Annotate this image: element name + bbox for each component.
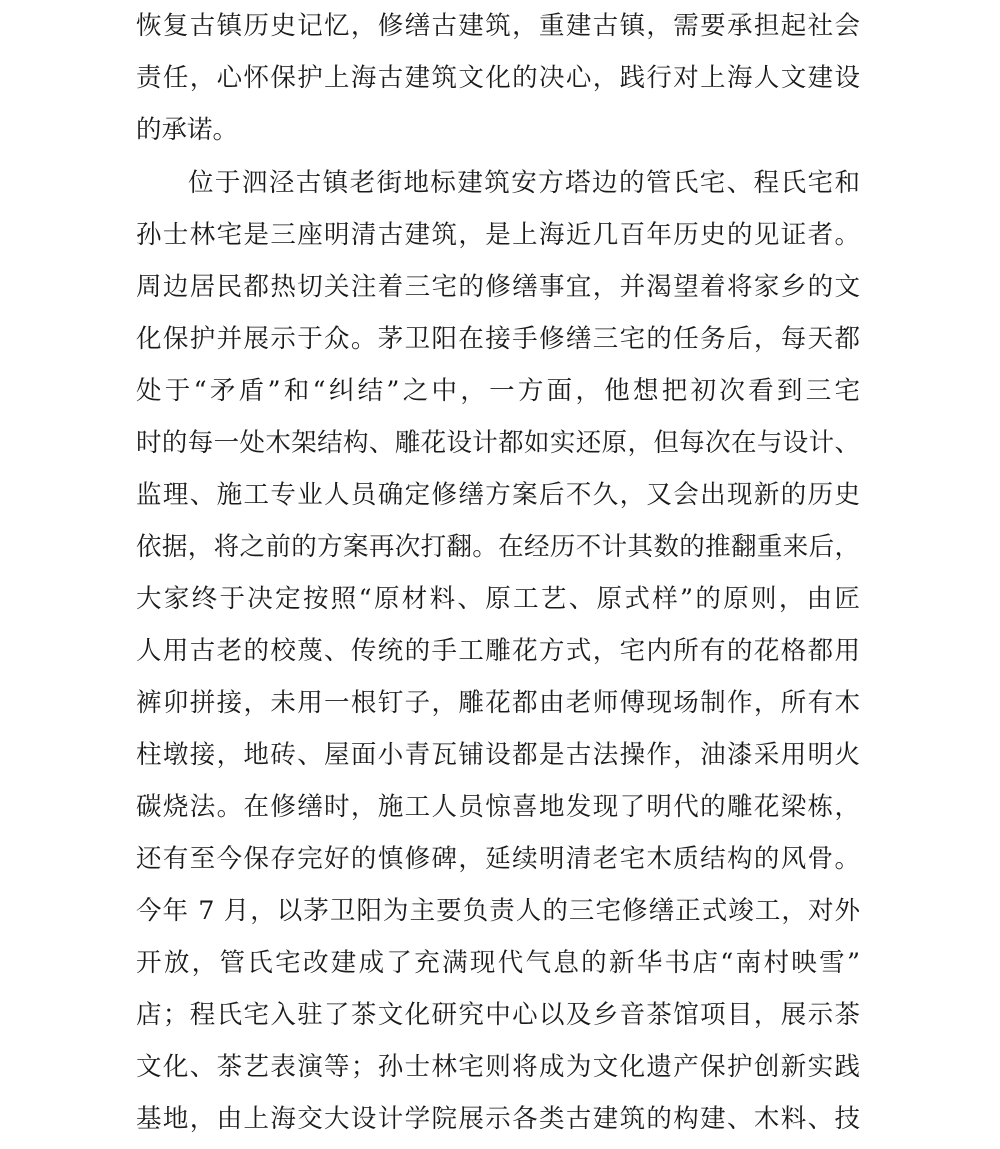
text-line: 今年 7 月，以茅卫阳为主要负责人的三宅修缮正式竣工，对外 <box>136 896 860 926</box>
text-line: 开放，管氏宅改建成了充满现代气息的新华书店“南村映雪” <box>136 948 860 978</box>
text-line: 恢复古镇历史记忆，修缮古建筑，重建古镇，需要承担起社会 <box>136 11 860 41</box>
text-line: 基地，由上海交大设计学院展示各类古建筑的构建、木料、技 <box>136 1104 860 1134</box>
text-line: 碳烧法。在修缮时，施工人员惊喜地发现了明代的雕花梁栋， <box>136 792 860 822</box>
text-line: 的承诺。 <box>136 115 239 145</box>
text-line: 文化、茶艺表演等；孙士林宅则将成为文化遗产保护创新实践 <box>136 1052 860 1082</box>
text-line: 人用古老的校蔑、传统的手工雕花方式，宅内所有的花格都用 <box>136 636 860 666</box>
text-line: 位于泗泾古镇老街地标建筑安方塔边的管氏宅、程氏宅和 <box>188 168 860 198</box>
text-line: 大家终于决定按照“原材料、原工艺、原式样”的原则，由匠 <box>136 584 860 614</box>
text-line: 监理、施工专业人员确定修缮方案后不久，又会出现新的历史 <box>136 480 860 510</box>
text-line: 孙士林宅是三座明清古建筑，是上海近几百年历史的见证者。 <box>136 220 860 250</box>
text-line: 裤卯拼接，未用一根钉子，雕花都由老师傅现场制作，所有木 <box>136 688 860 718</box>
text-line: 依据，将之前的方案再次打翻。在经历不计其数的推翻重来后， <box>136 532 860 562</box>
text-line: 责任，心怀保护上海古建筑文化的决心，践行对上海人文建设 <box>136 63 860 93</box>
text-line: 处于“矛盾”和“纠结”之中，一方面，他想把初次看到三宅 <box>136 376 860 406</box>
text-line: 柱墩接，地砖、屋面小青瓦铺设都是古法操作，油漆采用明火 <box>136 740 860 770</box>
text-line: 周边居民都热切关注着三宅的修缮事宜，并渴望着将家乡的文 <box>136 272 860 302</box>
text-line: 还有至今保存完好的慎修碑，延续明清老宅木质结构的风骨。 <box>136 844 860 874</box>
text-line: 店；程氏宅入驻了茶文化研究中心以及乡音茶馆项目，展示茶 <box>136 1000 860 1030</box>
text-line: 化保护并展示于众。茅卫阳在接手修缮三宅的任务后，每天都 <box>136 324 860 354</box>
text-line: 时的每一处木架结构、雕花设计都如实还原，但每次在与设计、 <box>136 428 860 458</box>
